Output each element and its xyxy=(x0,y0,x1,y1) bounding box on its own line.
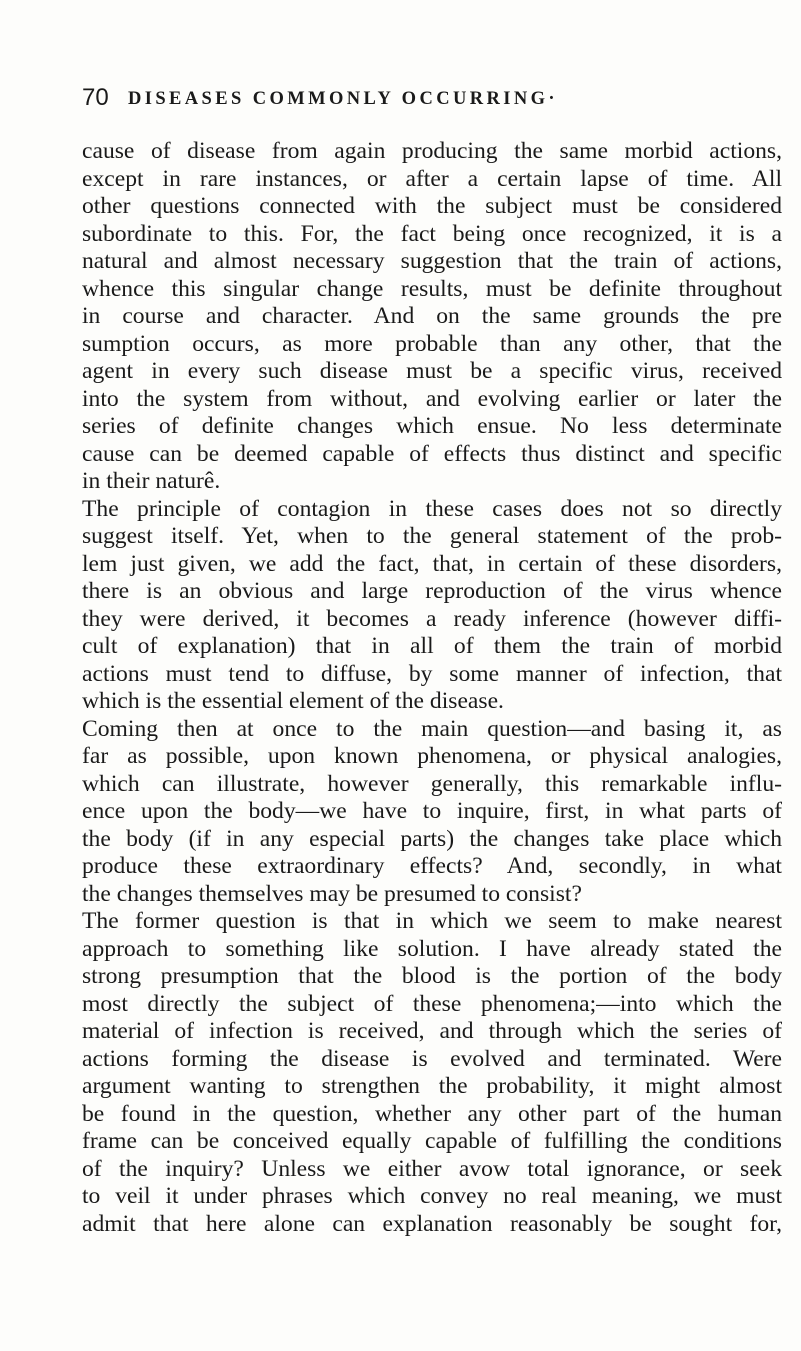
body-text xyxy=(82,138,782,1238)
text-line: subordinate to this. For, the fact being once recognized, it is a xyxy=(82,220,782,247)
text-line: sumption occurs, as more probable than any other, that the xyxy=(82,330,782,357)
text-line: whence this singular change results, must be definite throughout xyxy=(82,275,782,302)
text-line: into the system from without, and evolving earlier or later the xyxy=(82,385,782,412)
running-title: DISEASES COMMONLY OCCURRING· xyxy=(128,89,558,109)
text-line: produce these extraordinary effects? And, secondly, in what xyxy=(82,853,782,879)
text-line: series of definite changes which ensue. No less determinate xyxy=(82,413,782,439)
text-line: cause of disease from again producing the same morbid actions, xyxy=(82,138,782,164)
text-line: actions forming the disease is evolved and terminated. Were xyxy=(82,1045,782,1072)
text-line: in course and character. And on the same grounds the pre xyxy=(82,303,782,329)
text-line: most directly the subject of these phenomena;—into which the xyxy=(82,990,782,1017)
text-line: suggest itself. Yet, when to the general statement of the prob- xyxy=(82,523,782,549)
text-line: which can illustrate, however generally, this remarkable influ- xyxy=(82,770,782,797)
text-line: Coming then at once to the main question—and basing it, as xyxy=(82,715,782,742)
text-line: agent in every such disease must be a specific virus, received xyxy=(82,358,782,384)
text-line: The former question is that in which we seem to make nearest xyxy=(82,908,782,934)
text-line: The principle of contagion in these cases does not so directly xyxy=(82,495,782,522)
text-line: strong presumption that the blood is the portion of the body xyxy=(82,963,782,989)
text-line: they were derived, it becomes a ready inference (however diffi- xyxy=(82,605,782,632)
text-line: cause can be deemed capable of effects thus distinct and specific xyxy=(82,440,782,467)
text-line: ence upon the body—we have to inquire, first, in what parts of xyxy=(82,798,782,824)
text-line: to veil it under phrases which convey no real meaning, we must xyxy=(82,1183,782,1209)
text-line: which is the essential element of the disease. xyxy=(82,688,504,714)
text-line: in their naturê. xyxy=(82,468,221,494)
text-line: cult of explanation) that in all of them the train of morbid xyxy=(82,633,782,659)
text-line: of the inquiry? Unless we either avow total ignorance, or seek xyxy=(82,1155,782,1182)
text-line: natural and almost necessary suggestion that the train of actions, xyxy=(82,248,782,274)
page-number: 70 xyxy=(82,84,109,111)
page-header xyxy=(82,86,742,116)
text-line: the body (if in any especial parts) the changes take place which xyxy=(82,825,782,852)
text-line: be found in the question, whether any other part of the human xyxy=(82,1100,782,1127)
text-line: there is an obvious and large reproduction of the virus whence xyxy=(82,578,782,604)
text-line: other questions connected with the subject must be considered xyxy=(82,193,782,219)
text-line: frame can be conceived equally capable of fulfilling the conditions xyxy=(82,1128,782,1154)
text-line: approach to something like solution. I have already stated the xyxy=(82,935,782,962)
text-line: material of infection is received, and through which the series of xyxy=(82,1018,782,1044)
text-line: the changes themselves may be presumed to consist? xyxy=(82,880,582,907)
text-line: admit that here alone can explanation reasonably be sought for, xyxy=(82,1210,782,1237)
text-line: actions must tend to diffuse, by some manner of infection, that xyxy=(82,660,782,687)
text-line: except in rare instances, or after a certain lapse of time. All xyxy=(82,165,782,192)
text-line: far as possible, upon known phenomena, or physical analogies, xyxy=(82,743,782,769)
text-line: lem just given, we add the fact, that, in certain of these disorders, xyxy=(82,550,782,577)
text-line: argument wanting to strengthen the probability, it might almost xyxy=(82,1073,782,1099)
